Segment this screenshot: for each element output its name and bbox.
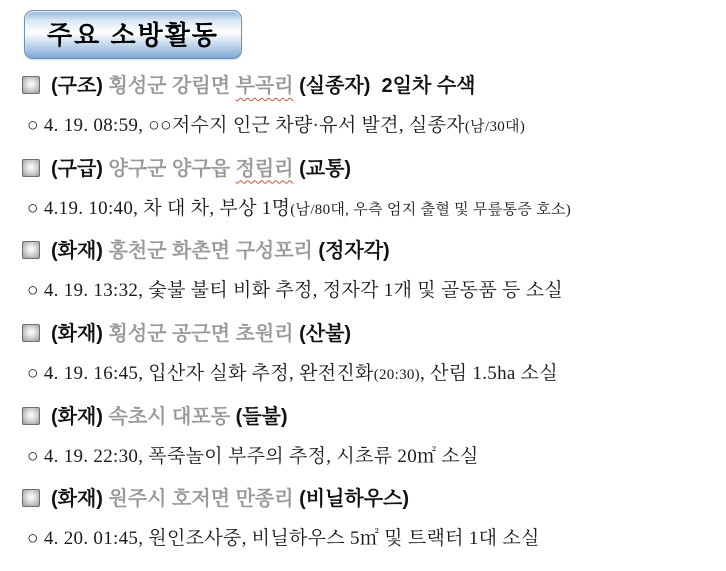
activity-detail [22,444,720,470]
activity-heading [22,403,720,431]
page-title: 주요 소방활동 [47,20,219,50]
activity-section [22,72,720,139]
incident-type-label: (정자각) [312,240,390,263]
square-bullet-icon [22,241,40,259]
section-title-banner [24,10,242,59]
location-misspelled-text: 정림리 [235,157,294,180]
activity-section [22,485,720,552]
incident-type-label: (비닐하우스) [299,488,410,511]
square-bullet-icon [22,76,40,94]
category-label: (화재) [51,322,109,345]
detail-segment: (남/80대, 우측 엄지 출혈 및 무릎통증 호소) [290,201,572,218]
activity-section [22,320,720,387]
activity-heading [22,237,720,265]
square-bullet-icon [22,159,40,177]
category-label: (화재) [51,488,109,511]
activity-detail [22,526,720,552]
activity-section [22,155,720,222]
detail-segment: , 산림 1.5ha 소실 [419,362,558,384]
location-text: 횡성군 강림면 [108,75,236,97]
activity-detail [22,278,720,304]
category-label: (화재) [51,240,109,263]
detail-segment: ○ 4. 19. 13:32, 숯불 불티 비화 추정, 정자각 1개 및 골동품 등 소실 [27,280,564,302]
location-misspelled-text: 부곡리 [235,75,294,97]
detail-segment: ○ 4. 19. 22:30, 폭죽놀이 부주의 추정, 시초류 20㎡ 소실 [27,445,479,467]
activity-list [22,72,720,552]
square-bullet-icon [22,324,40,342]
detail-segment: (남/30대) [464,119,526,135]
detail-segment: ○ 4. 20. 01:45, 원인조사중, 비닐하우스 5㎡ 및 트랙터 1대 소실 [27,528,540,550]
category-label: (구급) [51,157,109,180]
detail-segment: ○ 4.19. 10:40, 차 대 차, 부상 1명 [27,197,291,219]
activity-detail [22,361,720,387]
activity-detail [22,113,720,139]
location-text: 속초시 대포동 [108,405,236,428]
detail-segment: ○ 4. 19. 16:45, 입산자 실화 추정, 완전진화 [27,362,374,384]
activity-heading [22,320,720,348]
detail-segment: ○ 4. 19. 08:59, ○○저수지 인근 차량·유서 발견, 실종자 [27,115,465,136]
location-text: 홍천군 화촌면 구성포리 [108,240,313,263]
square-bullet-icon [22,489,40,507]
square-bullet-icon [22,407,40,425]
incident-type-label: (산불) [293,322,352,345]
category-label: (구조) [51,75,109,97]
detail-segment: (20:30) [373,366,420,383]
incident-type-label: (교통) [293,157,352,180]
activity-heading [22,485,720,513]
activity-section [22,403,720,470]
location-text: 양구군 양구읍 [108,157,236,180]
activity-heading [22,72,720,100]
location-text: 횡성군 공근면 초원리 [108,322,294,345]
incident-type-label: (실종자) 2일차 수색 [293,75,476,97]
incident-type-label: (들불) [235,405,288,428]
activity-detail [22,196,720,222]
category-label: (화재) [51,405,109,428]
location-text: 원주시 호저면 만종리 [108,488,300,511]
activity-heading [22,155,720,183]
activity-section [22,237,720,304]
